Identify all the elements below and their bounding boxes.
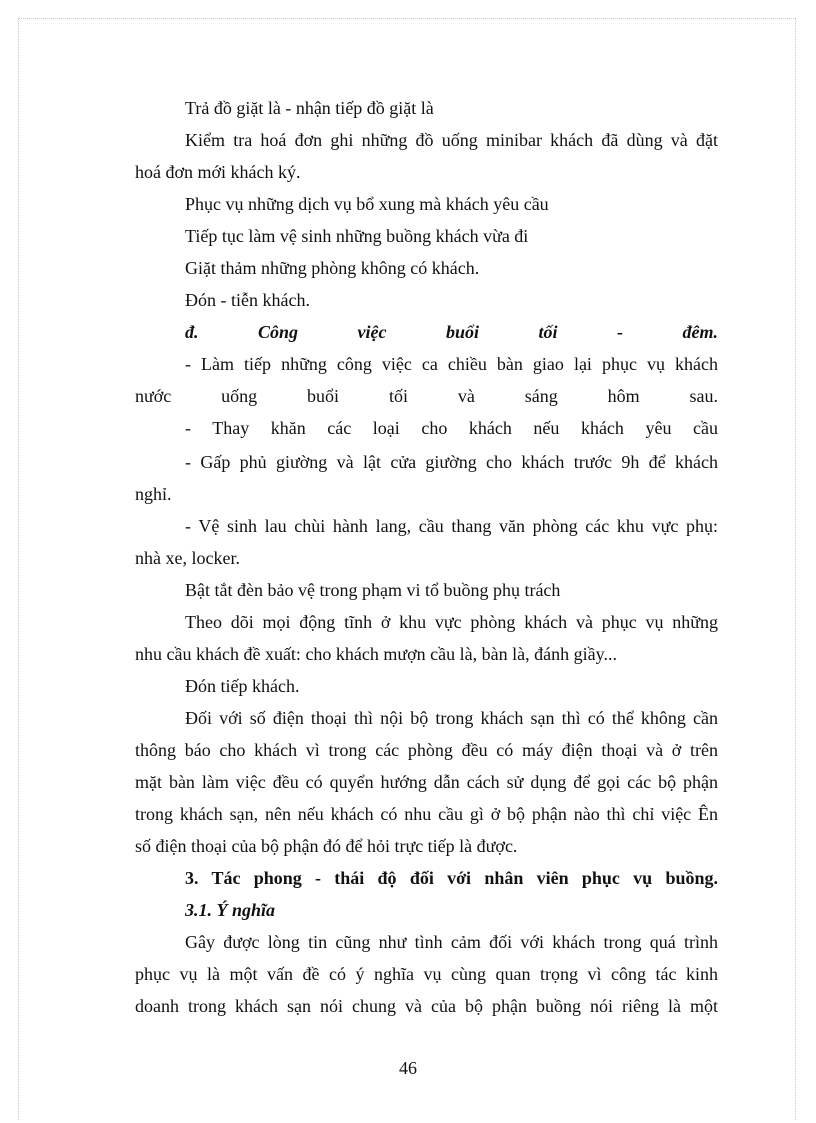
text-line: Gây được lòng tin cũng như tình cảm đối với khách trong quá trình <box>185 932 718 952</box>
text-line: - Gấp phủ giường và lật cửa giường cho khách trước 9h để khách <box>185 452 718 472</box>
text-line: Giặt thảm những phòng không có khách. <box>185 258 480 278</box>
text-line: Theo dõi mọi động tĩnh ở khu vực phòng khách và phục vụ những <box>185 612 718 632</box>
text-line: nhà xe, locker. <box>135 548 240 568</box>
text-line: - Làm tiếp những công việc ca chiều bàn giao lại phục vụ khách <box>185 354 718 374</box>
text-line: Phục vụ những dịch vụ bổ xung mà khách yêu cầu <box>185 194 549 214</box>
text-line: nhu cầu khách đề xuất: cho khách mượn cầu là, bàn là, đánh giầy... <box>135 644 617 664</box>
text-line: hoá đơn mới khách ký. <box>135 162 301 182</box>
text-line: thông báo cho khách vì trong các phòng đều có máy điện thoại và ở trên <box>135 740 718 760</box>
text-line: Đón tiếp khách. <box>185 676 300 696</box>
text-line: phục vụ là một vấn đề có ý nghĩa vụ cùng quan trọng vì công tác kinh <box>135 964 718 984</box>
text-line: mặt bàn làm việc đều có quyển hướng dẫn cách sử dụng để gọi các bộ phận <box>135 772 718 792</box>
section-heading: đ. Công việc buổi tối - đêm. <box>185 322 718 342</box>
section-heading: 3. Tác phong - thái độ đối với nhân viên phục vụ buồng. <box>185 868 718 888</box>
text-line: nước uống buổi tối và sáng hôm sau. <box>135 386 718 406</box>
text-line: - Thay khăn các loại cho khách nếu khách yêu cầu <box>185 418 718 438</box>
text-line: trong khách sạn, nên nếu khách có nhu cầu gì ở bộ phận nào thì chỉ việc Ên <box>135 804 718 824</box>
text-line: Đón - tiễn khách. <box>185 290 310 310</box>
text-line: Trả đồ giặt là - nhận tiếp đồ giặt là <box>185 98 434 118</box>
text-line: số điện thoại của bộ phận đó để hỏi trực tiếp là được. <box>135 836 518 856</box>
text-line: Đối với số điện thoại thì nội bộ trong khách sạn thì có thể không cần <box>185 708 718 728</box>
text-line: Kiểm tra hoá đơn ghi những đồ uống minibar khách đã dùng và đặt <box>185 130 718 150</box>
subsection-heading: 3.1. Ý nghĩa <box>185 900 276 920</box>
page-number: 46 <box>399 1058 417 1078</box>
text-line: nghỉ. <box>135 484 172 504</box>
text-line: Bật tắt đèn bảo vệ trong phạm vi tổ buồng phụ trách <box>185 580 561 600</box>
text-line: Tiếp tục làm vệ sinh những buồng khách vừa đi <box>185 226 529 246</box>
text-line: doanh trong khách sạn nói chung và của bộ phận buồng nói riêng là một <box>135 996 718 1016</box>
text-line: - Vệ sinh lau chùi hành lang, cầu thang văn phòng các khu vực phụ: <box>185 516 718 536</box>
